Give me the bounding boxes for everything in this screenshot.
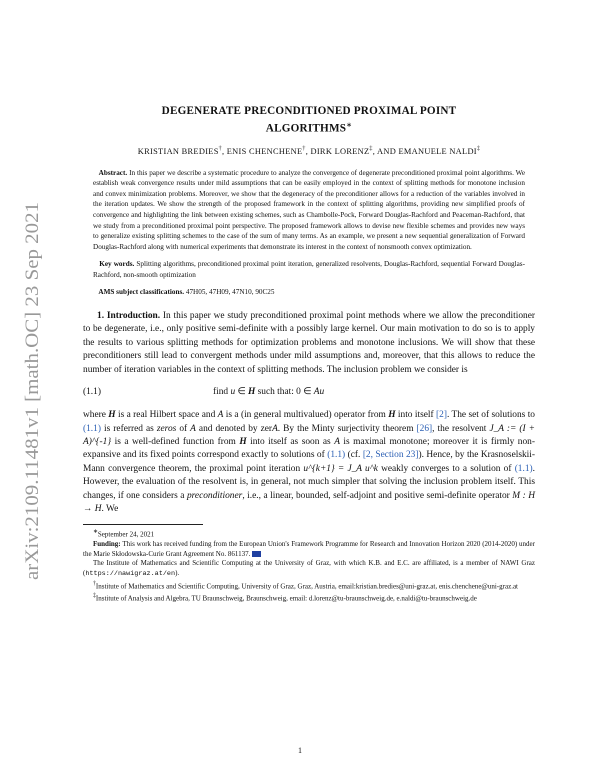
intro-paragraph-1 — [83, 310, 535, 377]
author-mark: † — [302, 145, 306, 152]
nawi-link[interactable]: https://nawigraz.at/en — [85, 570, 176, 579]
title-line-2: ALGORITHMS — [265, 122, 347, 135]
arxiv-stamp-text: arXiv:2109.11481v1 [math.OC] 23 Sep 2021 — [22, 236, 43, 580]
author-mark: ‡ — [476, 145, 481, 152]
ams-classification — [93, 287, 525, 298]
abstract — [93, 168, 525, 253]
author-list: KRISTIAN BREDIES†, ENIS CHENCHENE†, DIRK LORENZ‡, AND EMANUELE NALDI‡ — [137, 145, 481, 156]
footnote-date: ∗September 24, 2021 — [93, 529, 155, 539]
author-mark: † — [218, 145, 222, 152]
ams-label: AMS subject classifications. — [98, 288, 185, 297]
abstract-text: In this paper we describe a systematic procedure to analyze the convergence of degenerate preconditioned proximal point algorithms. We establish weak convergence results under mild assumptions that can be easily employed in the context of splitting methods for monotone inclusion and convex minimization problems. Moreover, we show that the degeneracy of the preconditioner allows for a reduction of the variables involved in the iteration updates. We show the strength of the proposed framework in the context of splitting algorithms, providing new simplified proofs of convergence and highlighting the link between existing schemes, such as Chambolle-Pock, Forward Douglas-Rachford and Peaceman-Rachford, that we study from a preconditioned proximal point perspective. The proposed framework allows to devise new flexible schemes and provides new ways to generalize existing splitting schemes to the case of the sum of many terms. As an example, we present a new sequential generalization of Forward Douglas-Rachford along with numerical experiments that demonstrate its interest in the context of nonsmooth convex optimization. — [93, 168, 526, 251]
author-name: EMANUELE NALDI — [398, 146, 477, 156]
author-mark: ‡ — [369, 145, 373, 152]
keywords-label: Key words. — [99, 260, 135, 269]
paper-title — [83, 104, 535, 136]
keywords-text: Splitting algorithms, preconditioned proximal point iteration, generalized resolvents, Douglas-Rachford, sequential Forward Douglas-Rachford, non-smooth optimization — [93, 260, 525, 279]
citation-link[interactable]: [2, Section 23] — [362, 450, 419, 461]
intro-text: In this paper we study preconditioned proximal point methods where we allow the preconditioner to be degenerate, i.e., only positive semi-definite with a possibly large kernel. Our main motivation to do so is to apply the results to various splitting methods for optimization problems and monotone inclusions. We will show that these preconditioners still lead to convergent methods under mild assumptions and, moreover, that this allows to reduce the number of iteration variables in the context of splitting methods. The inclusion problem we consider is — [83, 311, 535, 375]
keywords — [93, 259, 525, 280]
title-line-1: DEGENERATE PRECONDITIONED PROXIMAL POINT — [161, 105, 457, 117]
introduction-section — [83, 310, 535, 516]
footnote-institute: The Institute of Mathematics and Scientific Computing at the University of Graz, with which K.B. and E.C. are affiliated, is a member of NAWI Graz (https://nawigraz.at/en). — [83, 559, 535, 579]
equation-number: (1.1) — [83, 387, 101, 398]
footnote-funding: Funding: This work has received funding from the European Union's Framework Programme for Research and Innovation Horizon 2020 (2014-2020) under the Marie Skłodowska-Curie Grant Agreement No. 861137. — [83, 540, 535, 558]
abstract-label: Abstract. — [98, 168, 128, 177]
equation-1-1 — [83, 386, 535, 400]
section-heading: 1. Introduction. — [97, 311, 161, 322]
author-name: ENIS CHENCHENE — [226, 146, 303, 156]
intro-paragraph-2: where H is a real Hilbert space and A is a (in general multivalued) operator from H into itself [2]. The set of solutions to (1.1) is referred as zeros of A and denoted by zerA. By the Minty surjectivity theorem [26], the resolvent J_A := (I + A)^{-1} is a well-defined function from H into itself as soon as A is maximal monotone; moreover it is firmly non-expansive and its fixed points correspond exactly to solutions of (1.1) (cf. [2, Section 23]). Hence, by the Krasnoselskii-Mann convergence theorem, the proximal point iteration u^{k+1} = J_A u^k weakly converges to a solution of (1.1). However, the evaluation of the resolvent is, in general, not much simpler that solving the inclusion problem itself. This changes, if one considers a preconditioner, i.e., a linear, bounded, self-adjoint and positive semi-definite operator M : H → H. We — [83, 410, 536, 514]
title-footnote-mark: ∗ — [346, 121, 353, 129]
author-name: DIRK LORENZ — [310, 146, 370, 156]
equation-ref-link[interactable]: (1.1) — [327, 450, 346, 461]
footnotes — [83, 528, 535, 603]
equation-ref-link[interactable]: (1.1) — [514, 463, 533, 474]
page-number: 1 — [298, 746, 302, 755]
paper-content — [83, 104, 535, 603]
equation-ref-link[interactable]: (1.1) — [83, 423, 101, 434]
arxiv-stamp — [8, 200, 50, 580]
citation-link[interactable]: [2] — [436, 410, 447, 421]
footnote-affiliation-1: †Institute of Mathematics and Scientific Computing, University of Graz, Graz, Austria, email:kristian.bredies@uni-graz.at, enis.chenchene@uni-graz.at — [93, 580, 518, 590]
ams-text: 47H05, 47H09, 47N10, 90C25 — [185, 288, 275, 297]
author-name: KRISTIAN BREDIES — [137, 146, 219, 156]
footnote-affiliation-2: ‡Institute of Analysis and Algebra, TU Braunschweig, Braunschweig, email: d.lorenz@tu-braunschweig.de, e.naldi@tu-braunschweig.de — [93, 592, 477, 602]
equation-body: find u ∈ H such that: 0 ∈ Au — [213, 387, 325, 398]
citation-link[interactable]: [26] — [416, 423, 433, 434]
footnote-rule — [83, 524, 203, 525]
eu-flag-icon — [252, 551, 261, 557]
